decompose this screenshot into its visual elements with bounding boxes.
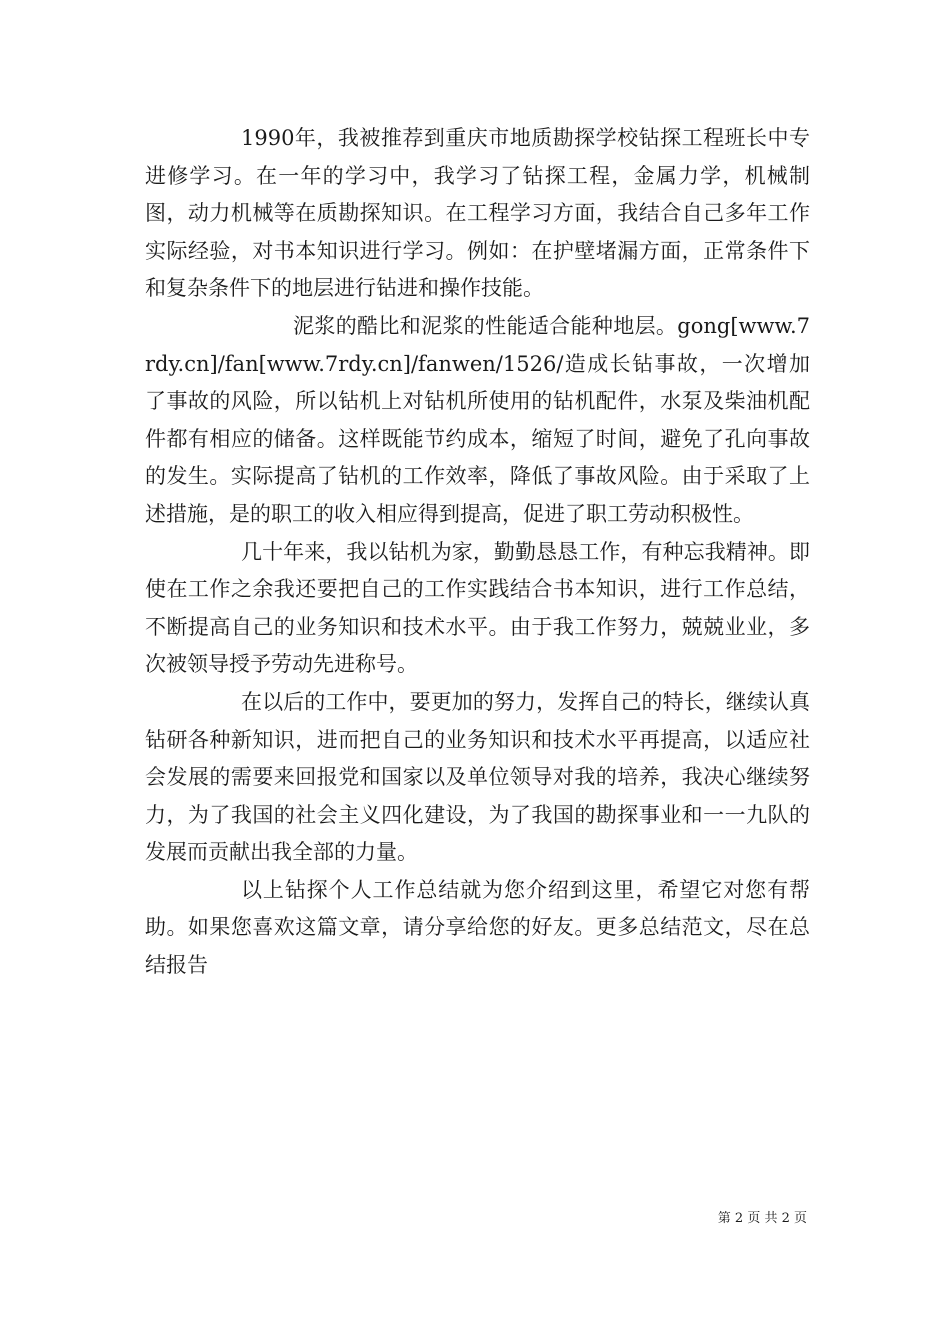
paragraph-4: 在以后的工作中，要更加的努力，发挥自己的特长，继续认真钻研各种新知识，进而把自己的业务知识和技术水平再提高，以适应社会发展的需要来回报党和国家以及单位领导对我的培养，我决心继续努力，为了我国的社会主义四化建设，为了我国的勘探事业和一一九队的发展而贡献出我全部的力量。 [145,689,810,865]
body-text [145,120,810,985]
paragraph-3: 几十年来，我以钻机为家，勤勤恳恳工作，有种忘我精神。即使在工作之余我还要把自己的工作实践结合书本知识，进行工作总结，不断提高自己的业务知识和技术水平。由于我工作努力，兢兢业业，多次被领导授予劳动先进称号。 [145,539,810,677]
paragraph-2: 泥浆的酷比和泥浆的性能适合能种地层。gong[www.7rdy.cn]/fan[www.7rdy.cn]/fanwen/1526/造成长钻事故，一次增加了事故的风险，所以钻机上对钻机所使用的钻机配件，水泵及柴油机配件都有相应的储备。这样既能节约成本，缩短了时间，避免了孔向事故的发生。实际提高了钻机的工作效率，降低了事故风险。由于采取了上述措施，是的职工的收入相应得到提高，促进了职工劳动积极性。 [145,313,810,526]
page-number: 第 2 页 共 2 页 [717,1211,807,1226]
paragraph-1: 1990年，我被推荐到重庆市地质勘探学校钻探工程班长中专进修学习。在一年的学习中，我学习了钻探工程，金属力学，机械制图，动力机械等在质勘探知识。在工程学习方面，我结合自己多年工作实际经验，对书本知识进行学习。例如：在护壁堵漏方面，正常条件下和复杂条件下的地层进行钻进和操作技能。 [145,126,810,301]
paragraph-5: 以上钻探个人工作总结就为您介绍到这里，希望它对您有帮助。如果您喜欢这篇文章，请分享给您的好友。更多总结范文，尽在总结报告 [145,877,810,978]
